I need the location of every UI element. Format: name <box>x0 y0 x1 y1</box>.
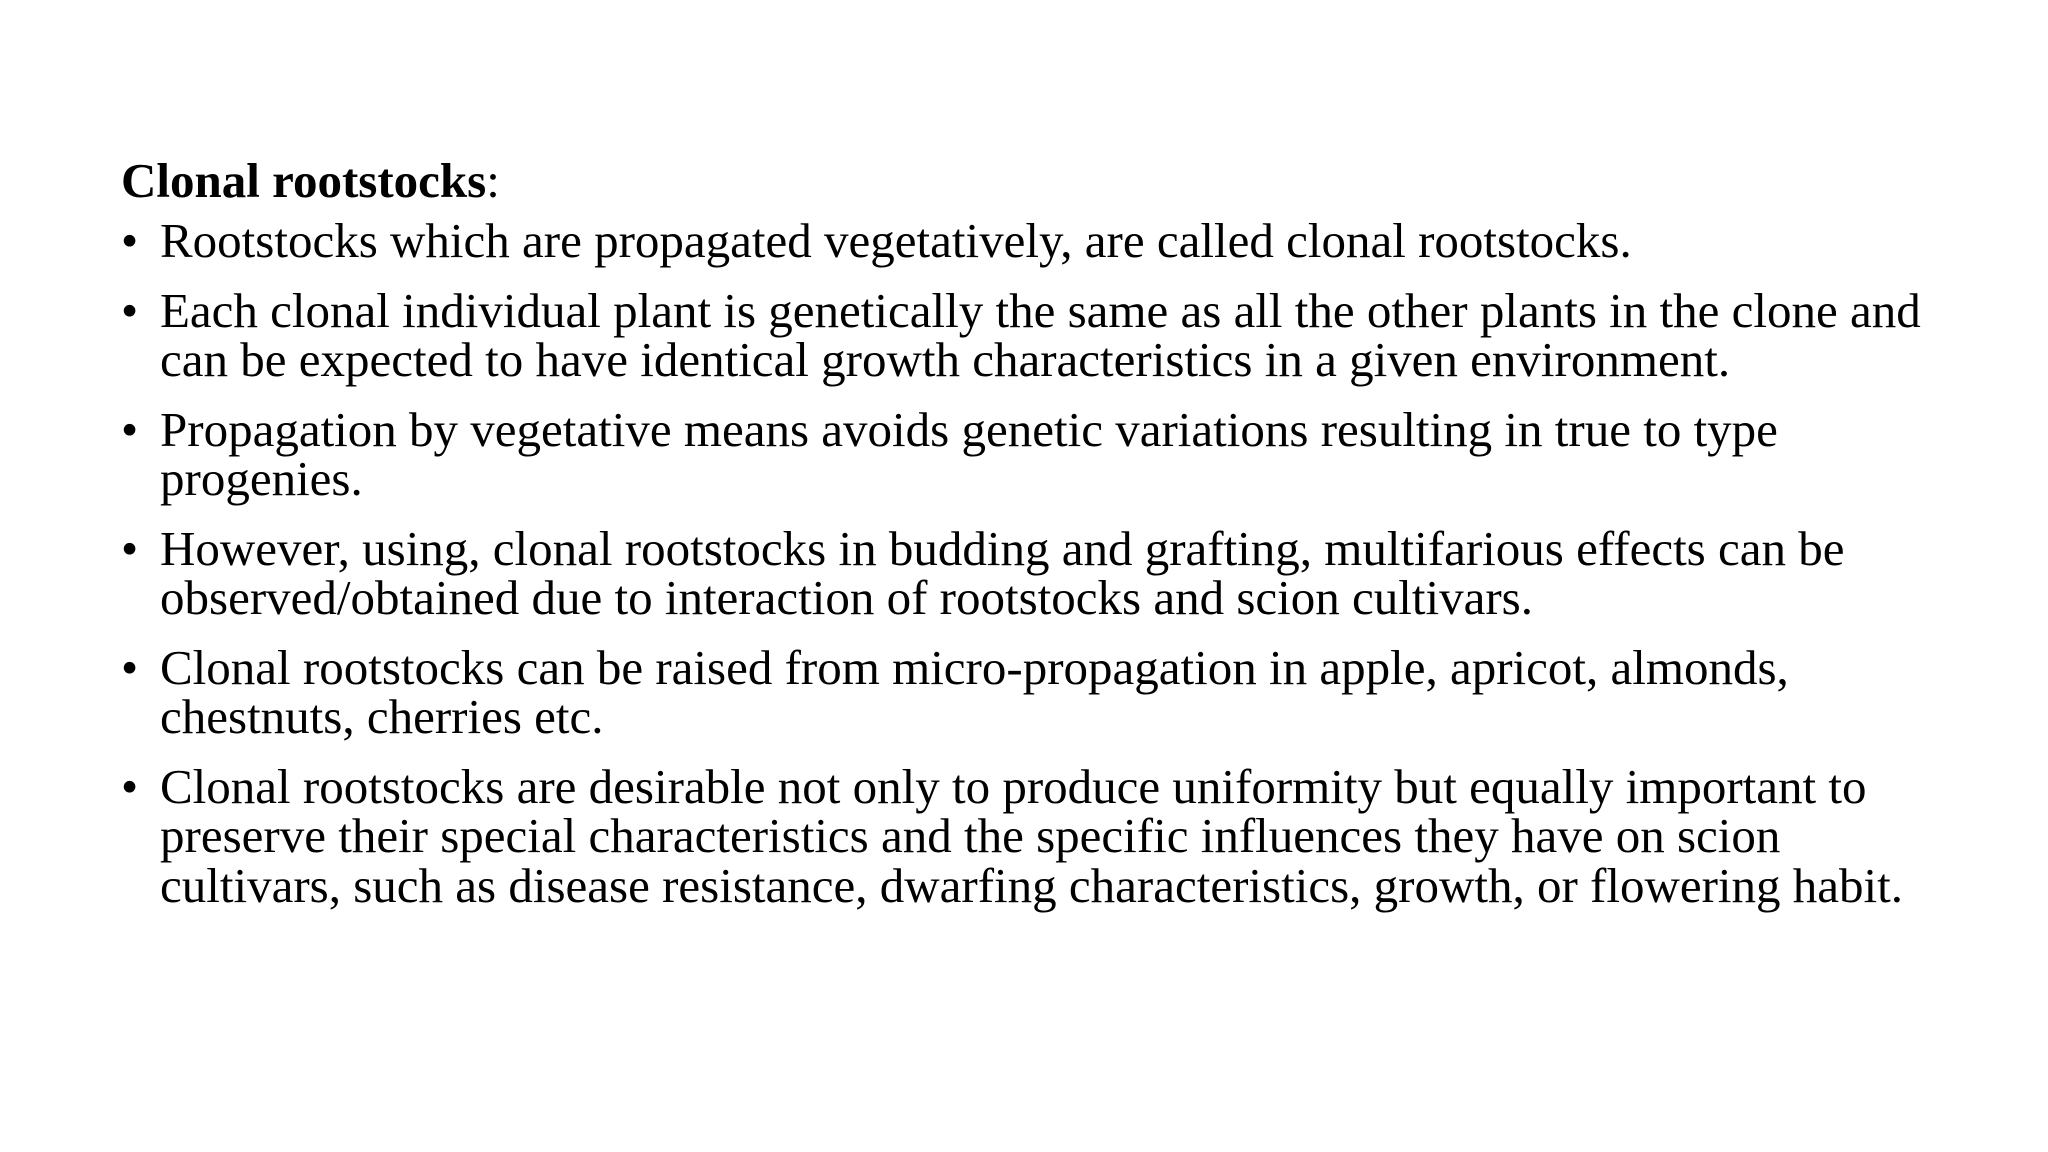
slide-content <box>121 150 1961 930</box>
bullet-dot: • <box>121 758 139 814</box>
bullet-text: However, using, clonal rootstocks in budding and grafting, multifarious effects can be observed/obtained due to interaction of rootstocks and scion cultivars. <box>160 520 1845 625</box>
bullet-dot: • <box>121 282 139 338</box>
bullet-text: Propagation by vegetative means avoids genetic variations resulting in true to type progenies. <box>160 401 1778 506</box>
bullet-item <box>121 639 1961 744</box>
heading-suffix: : <box>486 153 500 208</box>
bullet-item <box>121 520 1961 625</box>
bullet-item <box>121 758 1961 913</box>
bullet-item <box>121 401 1961 506</box>
bullet-text: Rootstocks which are propagated vegetatively, are called clonal rootstocks. <box>160 213 1632 268</box>
bullet-item <box>121 213 1961 268</box>
slide-heading <box>121 150 1961 212</box>
bullet-dot: • <box>121 401 139 457</box>
bullet-dot: • <box>121 639 139 695</box>
bullet-dot: • <box>121 520 139 576</box>
bullet-text: Clonal rootstocks are desirable not only to produce uniformity but equally important to preserve their special characteristics and the specific influences they have on scion cultivars, such as disease resistance, dwarfing characteristics, growth, or flowering habit. <box>160 758 1903 913</box>
bullet-dot: • <box>121 213 139 268</box>
bullet-list <box>121 213 1961 913</box>
bullet-item <box>121 282 1961 387</box>
bullet-text: Each clonal individual plant is genetically the same as all the other plants in the clone and can be expected to have identical growth characteristics in a given environment. <box>160 282 1921 387</box>
heading-bold-text: Clonal rootstocks <box>121 153 487 208</box>
bullet-text: Clonal rootstocks can be raised from micro-propagation in apple, apricot, almonds, chestnuts, cherries etc. <box>160 639 1789 744</box>
